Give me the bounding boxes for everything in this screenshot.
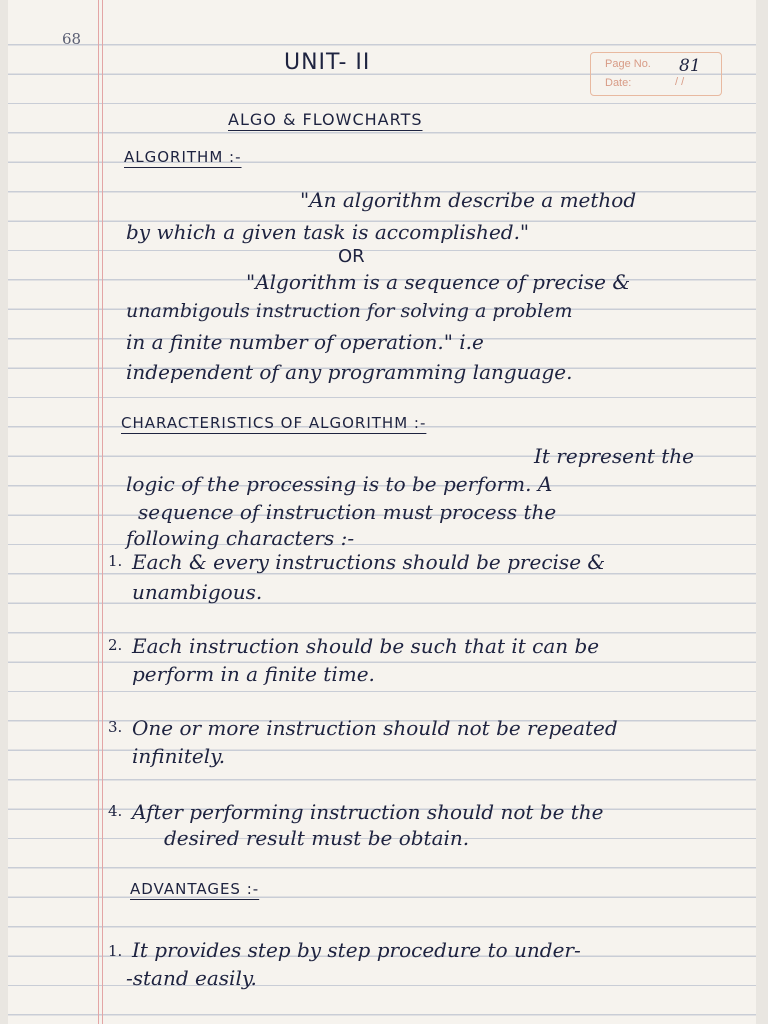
algorithm-line: "Algorithm is a sequence of precise & (246, 270, 631, 294)
list-item-line: infinitely. (132, 744, 226, 768)
algorithm-line: by which a given task is accomplished." (126, 220, 530, 244)
list-number: 2. (108, 636, 123, 654)
algorithm-line: "An algorithm describe a method (300, 188, 637, 212)
characteristics-intro-line: following characters :- (126, 526, 355, 550)
corner-mark: 68 (62, 30, 82, 48)
characteristics-heading: CHARACTERISTICS OF ALGORITHM :- (121, 414, 427, 432)
page-subtitle: ALGO & FLOWCHARTS (228, 110, 423, 129)
date-value: / / (675, 76, 685, 88)
algorithm-or: OR (338, 246, 365, 267)
date-label: Date: (605, 77, 632, 89)
margin-line (98, 0, 99, 1024)
margin-line (102, 0, 103, 1024)
list-item-line: Each & every instructions should be precise & (132, 550, 606, 574)
list-item-line: After performing instruction should not be the (132, 800, 604, 824)
notebook-page (8, 0, 756, 1024)
list-number: 1. (108, 942, 123, 960)
algorithm-line: unambigouls instruction for solving a problem (126, 300, 573, 322)
characteristics-intro-line: logic of the processing is to be perform. A (126, 472, 553, 496)
unit-title: UNIT- II (284, 50, 371, 75)
page-number: 81 (679, 56, 701, 76)
characteristics-intro-line: sequence of instruction must process the (138, 500, 557, 524)
advantages-heading: ADVANTAGES :- (130, 880, 260, 898)
page-number-box (590, 52, 722, 96)
algorithm-heading: ALGORITHM :- (124, 148, 242, 166)
list-item-line: unambigous. (132, 580, 263, 604)
list-number: 1. (108, 552, 123, 570)
characteristics-intro-line: It represent the (534, 444, 695, 468)
list-item-line: One or more instruction should not be repeated (132, 716, 618, 740)
algorithm-line: independent of any programming language. (126, 360, 573, 384)
list-number: 3. (108, 718, 123, 736)
list-item-line: Each instruction should be such that it can be (132, 634, 600, 658)
list-number: 4. (108, 802, 123, 820)
list-item-line: desired result must be obtain. (164, 826, 470, 850)
algorithm-line: in a finite number of operation." i.e (126, 330, 484, 354)
page-label: Page No. (605, 58, 651, 70)
list-item-line: perform in a finite time. (132, 662, 375, 686)
list-item-line: -stand easily. (126, 966, 257, 990)
list-item-line: It provides step by step procedure to under- (132, 938, 581, 962)
